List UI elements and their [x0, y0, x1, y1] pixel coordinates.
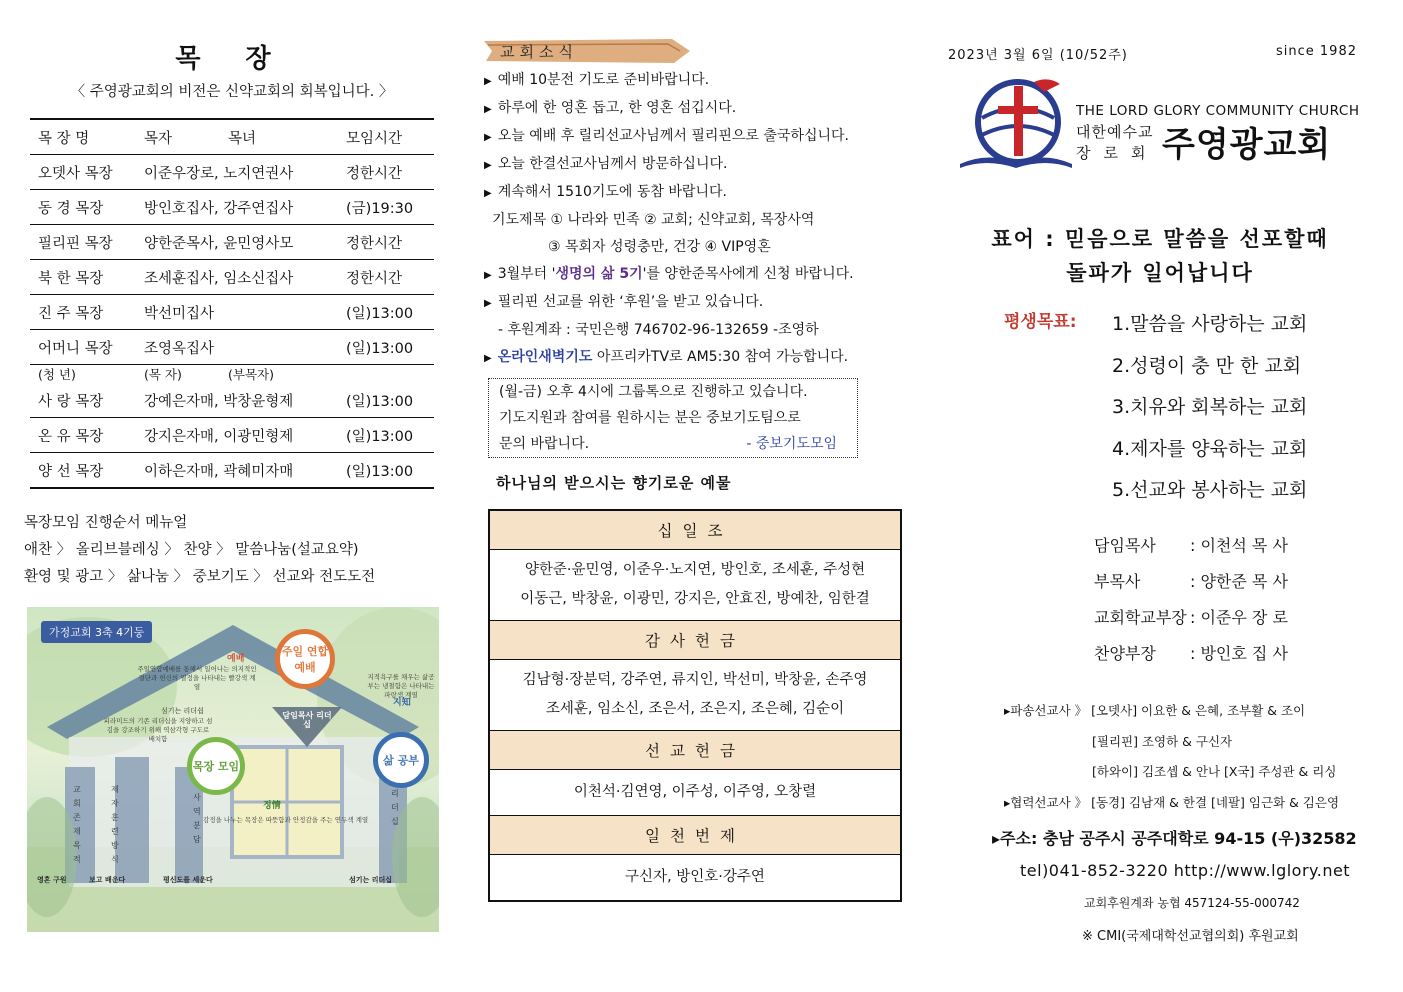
news-item: ▶ 하루에 한 영혼 돕고, 한 영혼 섬깁시다. — [484, 100, 737, 116]
mokjang-leaders: 이하은자매, 곽혜미자매 — [136, 453, 338, 489]
mokjang-name: 사 랑 목장 — [30, 383, 136, 418]
box-line: 기도지원과 참여를 원하시는 분은 중보기도팀으로 — [499, 410, 801, 426]
motto-line-1: 표어 : 믿음으로 말씀을 선포할때 — [991, 227, 1329, 251]
triangle-bullet-icon: ▶ — [484, 76, 492, 87]
cmi-note: ※ CMI(국제대학선교협의회) 후원교회 — [1082, 929, 1299, 944]
mokjang-time: 정한시간 — [338, 225, 434, 260]
mokjang-leaders: 박선미집사 — [136, 295, 338, 330]
col-header-name: 목 장 명 — [30, 119, 136, 155]
manual-title: 목장모임 진행순서 메뉴얼 — [24, 515, 188, 531]
table-row — [30, 260, 434, 295]
triangle-bullet-icon: ▶ — [484, 104, 492, 115]
mokjang-time: (일)13:00 — [338, 383, 434, 418]
staff-name: : 양한준 목 사 — [1190, 572, 1288, 591]
lifetime-goals — [1112, 304, 1307, 512]
triangle-bullet-icon: ▶ — [484, 188, 492, 199]
staff-role: 교회학교부장 — [1094, 608, 1187, 627]
youth-header-co-leader: (부목자) — [228, 367, 274, 382]
goal-item: 5.선교와 봉사하는 교회 — [1112, 479, 1308, 501]
news-item: ▶ 예배 10분전 기도로 준비바랍니다. — [484, 72, 710, 88]
mokjang-name: 어머니 목장 — [30, 330, 136, 365]
offerings-title: 하나님의 받으시는 향기로운 예물 — [496, 474, 732, 492]
bottom-label-laity: 평신도를 세운다 — [163, 876, 213, 884]
goal-item: 3.치유와 회복하는 교회 — [1112, 396, 1308, 418]
church-contact: tel)041-852-3220 http://www.lglory.net — [1020, 861, 1351, 880]
church-name-english: THE LORD GLORY COMMUNITY CHURCH — [1076, 103, 1360, 119]
intercession-box — [488, 378, 858, 458]
mokjang-leaders: 이준우장로, 노지연권사 — [136, 155, 338, 190]
news-list — [484, 67, 904, 372]
mokjang-meeting-circle: 목장 모임 — [187, 737, 245, 795]
illustration-tag: 가정교회 3축 4기둥 — [41, 621, 152, 643]
missionary-line: [필리핀] 조영하 & 구신자 — [1092, 733, 1233, 749]
news-item: ▶ 온라인새벽기도 아프리카TV로 AM5:30 참여 가능합니다. — [484, 349, 849, 365]
news-header — [482, 37, 692, 65]
triangle-bullet-icon: ▶ — [484, 270, 492, 281]
mokjang-title: 목 장 — [175, 44, 289, 74]
missionary-line: [하와이] 김조셉 & 안나 [X국] 주성관 & 리싱 — [1092, 764, 1337, 779]
mokjang-name: 필리핀 목장 — [30, 225, 136, 260]
box-line: (월-금) 오후 4시에 그룹톡으로 진행하고 있습니다. — [499, 384, 808, 400]
goal-item: 1.말씀을 사랑하는 교회 — [1112, 313, 1308, 335]
staff-list — [1094, 528, 1288, 672]
staff-role: 찬양부장 — [1094, 644, 1156, 663]
news-item: ▶ 필리핀 선교를 위한 ‘후원’을 받고 있습니다. — [484, 294, 764, 310]
pillar-ministry: 사역분담 — [193, 793, 201, 844]
bottom-label-servant: 섬기는 리더십 — [349, 876, 393, 884]
mokjang-time: 정한시간 — [338, 260, 434, 295]
goal-item: 2.성령이 충 만 한 교회 — [1112, 354, 1302, 377]
mokjang-name: 온 유 목장 — [30, 418, 136, 453]
youth-header-name: (청 년) — [38, 367, 76, 382]
missionary-line: ▸파송선교사 》 [오뎃사] 이요한 & 은혜, 조부활 & 조이 — [1004, 703, 1306, 718]
text-mokjang-desc: 감정을 나누는 목장은 따뜻함과 안정감을 주는 연두색 계열 — [203, 816, 369, 824]
table-row — [30, 418, 434, 453]
news-title: 교회소식 — [500, 43, 578, 61]
missionaries-list — [1004, 696, 1339, 818]
staff-row — [1094, 636, 1288, 672]
offerings-table — [488, 509, 902, 902]
text-servant: 섬기는 리더쉽 — [161, 707, 204, 715]
denomination-line-1: 대한예수교 — [1076, 123, 1154, 141]
motto-line-2: 돌파가 일어납니다 — [1066, 261, 1254, 285]
church-name: 주영광교회 — [1162, 125, 1332, 165]
pillar-discipleship: 제자훈련방식 — [111, 785, 119, 864]
news-item: ▶ 계속해서 1510기도에 동참 바랍니다. — [484, 184, 727, 200]
life-study-highlight: 생명의 삶 5기 — [555, 266, 643, 282]
mokjang-name: 진 주 목장 — [30, 295, 136, 330]
staff-row — [1094, 564, 1288, 600]
table-row — [30, 225, 434, 260]
table-row — [30, 295, 434, 330]
mokjang-leaders: 강지은자매, 이광민형제 — [136, 418, 338, 453]
church-address: ▸주소: 충남 공주시 공주대학로 94-15 (우)32582 — [992, 829, 1357, 848]
staff-name: : 이준우 장 로 — [1190, 608, 1288, 627]
staff-role: 부목사 — [1094, 572, 1141, 591]
house-church-illustration — [27, 607, 439, 932]
youth-subheader — [30, 365, 434, 384]
thousand-header: 일천번제 — [490, 816, 900, 855]
news-item: ▶ 3월부터 '생명의 삶 5기'를 양한준목사에게 신청 바랍니다. — [484, 266, 854, 282]
mokjang-time: (일)13:00 — [338, 453, 434, 489]
staff-role: 담임목사 — [1094, 536, 1156, 555]
mokjang-name: 동 경 목장 — [30, 190, 136, 225]
worship-label: 예배 — [227, 654, 245, 664]
pillar-purpose: 교회존재목적 — [73, 785, 81, 864]
triangle-bullet-icon: ▶ — [484, 353, 492, 364]
lifetime-goal-label: 평생목표: — [1004, 312, 1077, 332]
mokjang-time: 정한시간 — [338, 155, 434, 190]
pastor-leadership-label: 담임목사 리더십 — [282, 711, 332, 729]
text-pyramid-desc: 피라미드의 기존 리더십을 지양하고 섬김을 강조하기 위해 역삼각형 구도로 배치함 — [103, 717, 213, 743]
mission-header: 선교헌금 — [490, 731, 900, 770]
triangle-bullet-icon: ▶ — [484, 298, 492, 309]
table-row — [30, 190, 434, 225]
triangle-bullet-icon: ▶ — [484, 132, 492, 143]
sunday-worship-circle: 주일 연합예배 — [275, 629, 335, 689]
col-header-co-leader: 목녀 — [220, 119, 338, 155]
since-year: since 1982 — [1276, 44, 1357, 59]
church-logo-icon — [956, 78, 1076, 170]
table-row — [30, 330, 434, 365]
col-header-leader: 목자 — [136, 119, 220, 155]
tithe-header: 십일조 — [490, 511, 900, 550]
thanks-names: 김남형·장분덕, 강주연, 류지인, 박선미, 박창윤, 손주영 조세훈, 임소신, 조은서, 조은지, 조은혜, 김순이 — [490, 660, 900, 731]
mokjang-name: 북 한 목장 — [30, 260, 136, 295]
knowledge-label: 지知 — [393, 698, 411, 708]
missionary-line: ▸협력선교사 》 [동경] 김남재 & 한결 [네팔] 임근화 & 김은영 — [1004, 794, 1340, 810]
mokjang-name: 양 선 목장 — [30, 453, 136, 489]
mokjang-time: (금)19:30 — [338, 190, 434, 225]
mokjang-leaders: 조세훈집사, 임소신집사 — [136, 260, 338, 295]
mokjang-table — [30, 118, 434, 489]
thanks-header: 감사헌금 — [490, 621, 900, 660]
online-dawn-prayer-highlight: 온라인새벽기도 — [497, 349, 593, 365]
manual-line-2: 환영 및 광고 〉 삶나눔 〉 중보기도 〉 선교와 전도도전 — [24, 569, 376, 585]
table-row — [30, 383, 434, 418]
tithe-names: 양한준·윤민영, 이준우·노지연, 방인호, 조세훈, 주성현 이동근, 박창윤, 이광민, 강지은, 안효진, 방예찬, 임한결 — [490, 550, 900, 621]
church-motto — [960, 222, 1360, 290]
mokjang-time: (일)13:00 — [338, 295, 434, 330]
support-account: - 후원계좌 : 국민은행 746702-96-132659 -조영하 — [498, 322, 819, 338]
mokjang-leaders: 강예은자매, 박창윤형제 — [136, 383, 338, 418]
prayer-topics-1: 기도제목 ① 나라와 민족 ② 교회; 신약교회, 목장사역 — [492, 212, 815, 228]
text-study-desc: 지적욕구를 채우는 삶공부는 냉철함은 나타내는 파랑색 계열 — [367, 673, 435, 699]
manual-line-1: 애찬 〉 올리브블레싱 〉 찬양 〉 말씀나눔(설교요약) — [24, 542, 359, 558]
mokjang-leaders: 방인호집사, 강주연집사 — [136, 190, 338, 225]
meeting-order-manual — [24, 510, 375, 591]
goal-item: 4.제자를 양육하는 교회 — [1112, 437, 1308, 460]
mission-names: 이천석·김연영, 이주성, 이주영, 오창렬 — [490, 770, 900, 816]
church-account: 교회후원계좌 농협 457124-55-000742 — [1084, 896, 1300, 910]
staff-name: : 방인호 집 사 — [1190, 644, 1288, 663]
table-row — [30, 453, 434, 489]
staff-name: : 이천석 목 사 — [1190, 536, 1288, 555]
box-signature: - 중보기도모임 — [746, 436, 837, 452]
life-study-circle: 삶 공부 — [373, 732, 429, 788]
church-vision: 〈 주영광교회의 비전은 신약교회의 회복입니다. 〉 — [70, 84, 394, 100]
staff-row — [1094, 528, 1288, 564]
mokjang-time: (일)13:00 — [338, 330, 434, 365]
staff-row — [1094, 600, 1288, 636]
emotion-label: 정情 — [263, 801, 281, 811]
youth-header-leader: (목 자) — [144, 367, 182, 382]
table-row — [30, 155, 434, 190]
triangle-bullet-icon: ▶ — [484, 160, 492, 171]
thousand-names: 구신자, 방인호·강주연 — [625, 869, 765, 885]
bottom-label-salvation: 영혼 구원 — [37, 876, 67, 884]
prayer-topics-2: ③ 목회자 성령충만, 건강 ④ VIP영혼 — [548, 239, 771, 255]
mokjang-leaders: 조영옥집사 — [136, 330, 338, 365]
col-header-time: 모임시간 — [338, 119, 434, 155]
mokjang-leaders: 양한준목사, 윤민영사모 — [136, 225, 338, 260]
denomination-line-2: 장로회 — [1076, 144, 1159, 162]
bulletin-date: 2023년 3월 6일 (10/52주) — [948, 48, 1128, 63]
news-item: ▶ 오늘 예배 후 릴리선교사님께서 필리핀으로 출국하십니다. — [484, 128, 849, 144]
bottom-label-learn: 보고 배운다 — [89, 876, 126, 884]
mokjang-time: (일)13:00 — [338, 418, 434, 453]
box-line: 문의 바랍니다. - 중보기도모임 — [499, 431, 857, 457]
text-worship-desc: 주일연합예배를 통해서 일어나는 의지적인 결단과 헌신의 열정을 나타내는 빨강색 계열 — [137, 665, 257, 691]
mokjang-name: 오뎃사 목장 — [30, 155, 136, 190]
news-item: ▶ 오늘 한결선교사님께서 방문하십니다. — [484, 156, 728, 172]
pillar-leadership: 리더십 — [391, 789, 399, 826]
